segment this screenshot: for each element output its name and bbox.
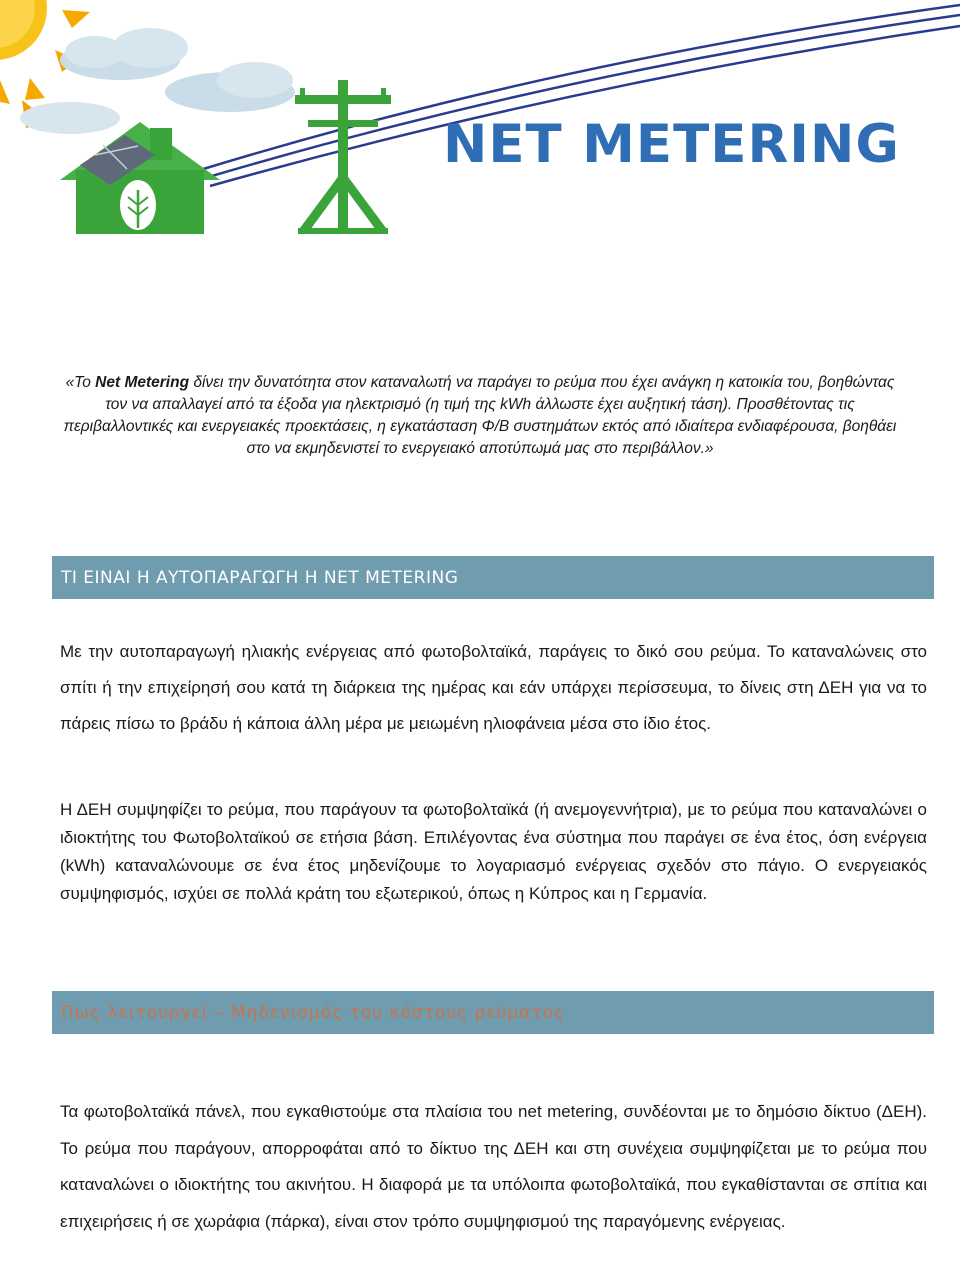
section-heading: Πως λειτουργεί – Μηδενισμός του κόστους ρεύματος [61,1003,566,1023]
quote-text: δίνει την δυνατότητα στον καταναλωτή να παράγει το ρεύμα που έχει ανάγκη η κατοικία του, βοηθώντας τον να απαλλαγεί από τα έξοδα για ηλεκτρισμό (η τιμή της kWh άλλωστε έχει αυξητική τάση). Προσθέτοντας τις περιβαλλοντικές και ενεργειακές προεκτάσεις, η εγκατάσταση Φ/Β συστημάτων εκτός από ιδιαίτερα ενδιαφέρουσα, βοηθάει στο να εκμηδενιστεί το ενεργειακό αποτύπωμά μας στο περιβάλλον.» [63,374,897,457]
cloud-icon [20,28,295,134]
section-heading: ΤΙ ΕΙΝΑΙ Η ΑΥΤΟΠΑΡΑΓΩΓΗ Η NET METERING [61,568,459,588]
quote-open: «Το [65,374,96,391]
section-heading-bar [52,556,934,599]
body-paragraph: Τα φωτοβολταϊκά πάνελ, που εγκαθιστούμε στα πλαίσια του net metering, συνδέονται με το δημόσιο δίκτυο (ΔΕΗ). Το ρεύμα που παράγουν, απορροφάται από το δίκτυο της ΔΕΗ και στη συνέχεια συμψηφίζεται με το ρεύμα που καταναλώνει ο ιδιοκτήτης του ακινήτου. Η διαφορά με τα υπόλοιπα φωτοβολταϊκά, που εγκαθίστανται σε σπίτια και επιχειρήσεις ή σε χωράφια (πάρκα), είναι στον τρόπο συμψηφισμού της παραγόμενης ενέργειας. [60,1102,927,1231]
section-heading-bar [52,991,934,1034]
banner-title: NET METERING [443,114,900,175]
leaf-icon [120,180,156,230]
intro-quote [60,372,900,460]
utility-pole-icon [295,80,391,234]
banner [0,0,960,250]
body-paragraph: Με την αυτοπαραγωγή ηλιακής ενέργειας από φωτοβολταϊκά, παράγεις το δικό σου ρεύμα. Το καταναλώνεις στο σπίτι ή την επιχείρησή σου κατά τη διάρκεια της ημέρας και εάν υπάρχει περίσσευμα, το δίνεις στη ΔΕΗ για να το πάρεις πίσω το βράδυ ή κάποια άλλη μέρα με μειωμένη ηλιοφάνεια μέσα στο ίδιο έτος. [60,642,927,733]
quote-bold-term: Net Metering [95,374,190,391]
body-paragraph: Η ΔΕΗ συμψηφίζει το ρεύμα, που παράγουν τα φωτοβολταϊκά (ή ανεμογεννήτρια), με το ρεύμα που καταναλώνει ο ιδιοκτήτης του Φωτοβολταϊκού σε ετήσια βάση. Επιλέγοντας ένα σύστημα που παράγει σε ένα έτος, όση ενέργεια (kWh) καταναλώνουμε σε ένα έτος μηδενίζουμε το λογαριασμό ενέργειας σχεδόν στο πάγιο. Ο ενεργειακός συμψηφισμός, ισχύει σε πολλά κράτη του εξωτερικού, όπως η Κύπρος και η Γερμανία. [60,800,927,903]
